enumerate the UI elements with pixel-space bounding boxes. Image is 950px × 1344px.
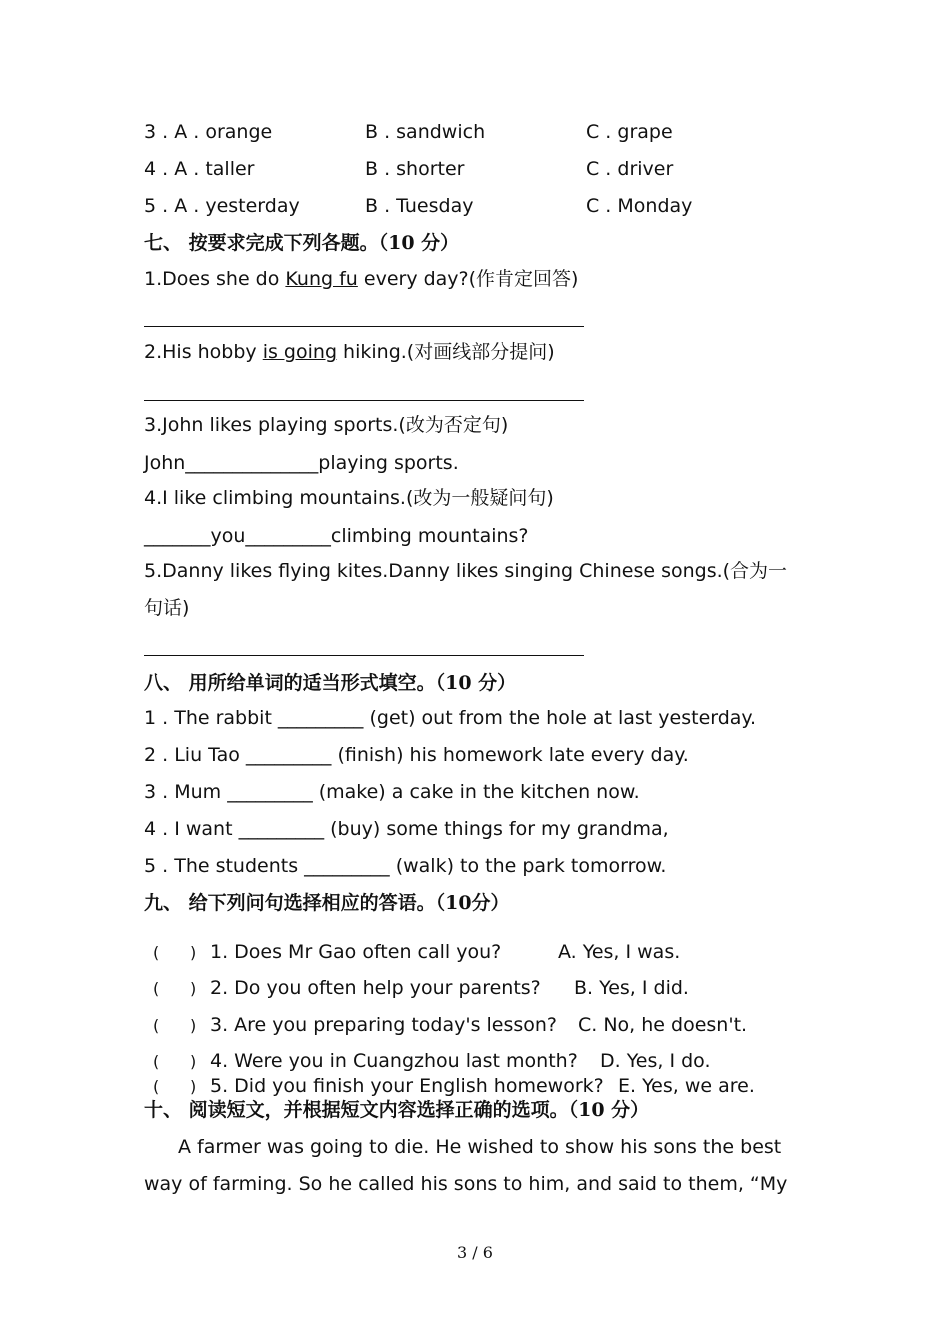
sec7-q2-post: hiking.(对画线部分提问): [337, 341, 555, 363]
answer-paren-open[interactable]: (: [153, 943, 160, 962]
answer-paren-close: ): [190, 979, 197, 998]
sec9-question-3: 3. Are you preparing today's lesson?: [210, 1014, 558, 1036]
page-number: 3 / 6: [457, 1243, 493, 1262]
sec8-item-5[interactable]: 5 . The students _________ (walk) to the park tomorrow.: [144, 855, 667, 877]
sec9-question-4: 4. Were you in Cuangzhou last month?: [210, 1050, 578, 1072]
sec9-answer-4: D. Yes, I do.: [600, 1050, 711, 1072]
sec9-answer-2: B. Yes, I did.: [574, 977, 689, 999]
sec9-answer-5: E. Yes, we are.: [618, 1075, 755, 1097]
section-7-title: 七、 按要求完成下列各题。（10 分）: [144, 232, 460, 254]
choice-5-a: 5 . A . yesterday: [144, 195, 300, 217]
answer-line-1[interactable]: [144, 326, 584, 327]
answer-paren-close: ): [190, 1077, 197, 1096]
sec7-q2-pre: 2.His hobby: [144, 341, 263, 363]
sec7-q1-pre: 1.Does she do: [144, 268, 286, 290]
answer-paren-open[interactable]: (: [153, 979, 160, 998]
answer-paren-open[interactable]: (: [153, 1052, 160, 1071]
section-8-title: 八、 用所给单词的适当形式填空。（10 分）: [144, 672, 517, 694]
sec9-question-2: 2. Do you often help your parents?: [210, 977, 541, 999]
choice-3-c: C . grape: [586, 121, 673, 143]
sec7-q2-underlined: is going: [262, 341, 338, 363]
sec7-q3-answer[interactable]: John______________playing sports.: [144, 452, 459, 474]
section-10-title: 十、 阅读短文，并根据短文内容选择正确的选项。（10 分）: [144, 1099, 650, 1121]
answer-paren-open[interactable]: (: [153, 1016, 160, 1035]
choice-3-b: B . sandwich: [365, 121, 486, 143]
sec8-item-2[interactable]: 2 . Liu Tao _________ (finish) his homework late every day.: [144, 744, 689, 766]
sec7-q1-post: every day?(作肯定回答): [357, 268, 579, 290]
answer-paren-open[interactable]: (: [153, 1077, 160, 1096]
section-9-title: 九、 给下列问句选择相应的答语。（10分）: [144, 892, 510, 914]
answer-paren-close: ): [190, 943, 197, 962]
choice-3-a: 3 . A . orange: [144, 121, 273, 143]
sec9-answer-3: C. No, he doesn't.: [578, 1014, 748, 1036]
sec7-q3: 3.John likes playing sports.(改为否定句): [144, 414, 509, 436]
passage-line-2: way of farming. So he called his sons to him, and said to them, “My: [144, 1173, 788, 1195]
choice-5-b: B . Tuesday: [365, 195, 474, 217]
sec7-q5-cont: 句话): [144, 597, 190, 619]
choice-4-a: 4 . A . taller: [144, 158, 255, 180]
sec8-item-1[interactable]: 1 . The rabbit _________ (get) out from the hole at last yesterday.: [144, 707, 757, 729]
answer-paren-close: ): [190, 1016, 197, 1035]
sec7-q1-underlined: Kung fu: [285, 268, 358, 290]
choice-5-c: C . Monday: [586, 195, 693, 217]
answer-paren-close: ): [190, 1052, 197, 1071]
sec7-q4: 4.I like climbing mountains.(改为一般疑问句): [144, 487, 554, 509]
choice-4-b: B . shorter: [365, 158, 465, 180]
sec8-item-4[interactable]: 4 . I want _________ (buy) some things for my grandma,: [144, 818, 669, 840]
sec7-q1: [144, 267, 578, 291]
sec9-question-1: 1. Does Mr Gao often call you?: [210, 941, 502, 963]
answer-line-2[interactable]: [144, 400, 584, 401]
sec7-q2: [144, 340, 555, 364]
choice-4-c: C . driver: [586, 158, 674, 180]
sec9-question-5: 5. Did you finish your English homework?: [210, 1075, 604, 1097]
passage-line-1: A farmer was going to die. He wished to show his sons the best: [178, 1136, 782, 1158]
sec7-q4-answer[interactable]: _______you_________climbing mountains?: [144, 525, 529, 547]
sec8-item-3[interactable]: 3 . Mum _________ (make) a cake in the kitchen now.: [144, 781, 640, 803]
sec9-answer-1: A. Yes, I was.: [558, 941, 681, 963]
sec7-q5: 5.Danny likes flying kites.Danny likes singing Chinese songs.(合为一: [144, 560, 788, 582]
answer-line-3[interactable]: [144, 655, 584, 656]
